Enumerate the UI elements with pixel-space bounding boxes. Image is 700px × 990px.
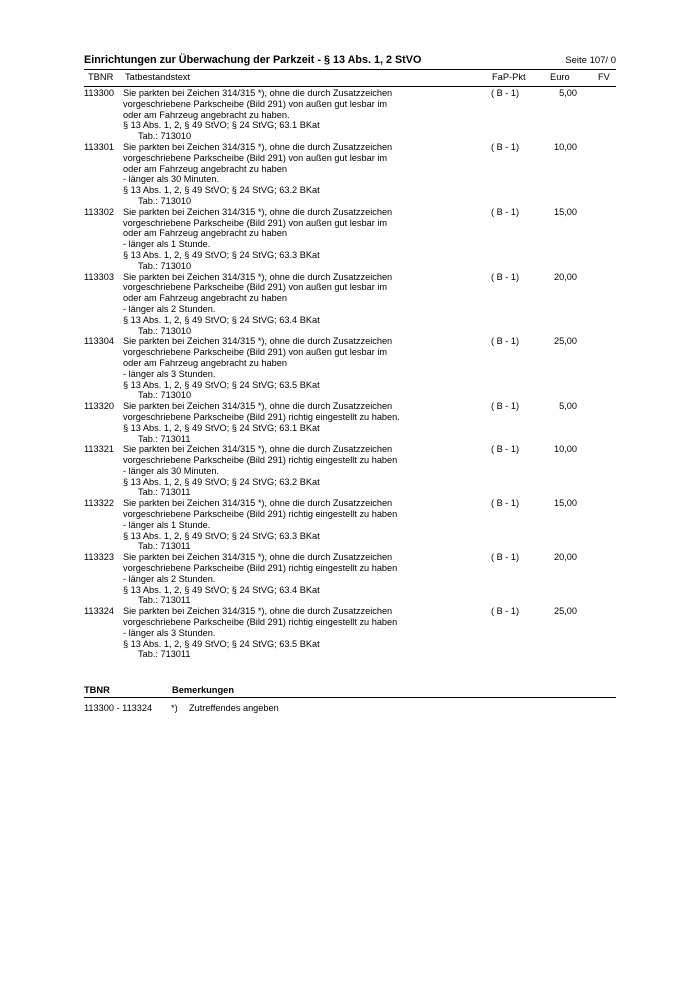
entry-text-line: Sie parkten bei Zeichen 314/315 *), ohne die durch Zusatzzeichen (123, 271, 393, 282)
entry-text-line: § 13 Abs. 1, 2, § 49 StVO; § 24 StVG; 63.1 BKat (123, 422, 320, 433)
entry-tab-number: Tab.: 713010 (138, 195, 192, 206)
entry-text-line: § 13 Abs. 1, 2, § 49 StVO; § 24 StVG; 63.5 BKat (123, 638, 320, 649)
entry-text-line: § 13 Abs. 1, 2, § 49 StVO; § 24 StVG; 63.2 BKat (123, 476, 320, 487)
entry-text-line: vorgeschriebene Parkscheibe (Bild 291) richtig eingestellt zu haben (123, 455, 398, 466)
offense-entry (84, 272, 616, 337)
entry-euro-amount: 5,00 (559, 88, 577, 98)
page-number: Seite 107/ 0 (565, 55, 616, 66)
entry-text-line: - länger als 1 Stunde. (123, 519, 211, 530)
entry-fap-points: ( B - 1) (491, 444, 520, 455)
entry-tbnr: 113324 (84, 606, 114, 617)
entry-euro-amount: 15,00 (554, 498, 577, 509)
entry-tbnr: 113304 (84, 336, 114, 347)
entry-fap-points: ( B - 1) (491, 206, 520, 217)
entry-tab-number: Tab.: 713010 (138, 260, 192, 271)
entry-text-line: vorgeschriebene Parkscheibe (Bild 291) richtig eingestellt zu haben (123, 617, 398, 628)
entry-text (123, 336, 423, 401)
remark-mark: *) (171, 703, 178, 713)
entry-text-line: Sie parkten bei Zeichen 314/315 *), ohne die durch Zusatzzeichen (123, 401, 393, 412)
entry-text-line: § 13 Abs. 1, 2, § 49 StVO; § 24 StVG; 63.4 BKat (123, 584, 320, 595)
entry-text-line: vorgeschriebene Parkscheibe (Bild 291) richtig eingestellt zu haben. (123, 411, 400, 422)
entry-text-line: oder am Fahrzeug angebracht zu haben (123, 357, 287, 368)
entry-text-line: vorgeschriebene Parkscheibe (Bild 291) von außen gut lesbar im (123, 98, 388, 109)
offense-entry (84, 606, 616, 660)
entry-euro-amount: 10,00 (554, 444, 577, 455)
entry-fap-points: ( B - 1) (491, 498, 520, 509)
entry-tbnr: 113302 (84, 206, 114, 217)
column-header-fap-pkt: FaP-Pkt (492, 72, 526, 82)
entry-text-line: Sie parkten bei Zeichen 314/315 *), ohne die durch Zusatzzeichen (123, 552, 393, 563)
column-header-euro: Euro (550, 72, 570, 82)
column-header-tbnr: TBNR (88, 72, 114, 82)
entry-text-line: Sie parkten bei Zeichen 314/315 *), ohne die durch Zusatzzeichen (123, 606, 393, 617)
entry-text (123, 498, 423, 552)
offense-entry (84, 336, 616, 401)
entry-text-line: - länger als 3 Stunden. (123, 627, 216, 638)
entry-text-line: Sie parkten bei Zeichen 314/315 *), ohne die durch Zusatzzeichen (123, 206, 393, 217)
offense-entry (84, 88, 616, 142)
remark-note: Zutreffendes angeben (189, 703, 279, 713)
entry-text (123, 444, 423, 498)
entry-euro-amount: 20,00 (554, 271, 577, 282)
entry-euro-amount: 15,00 (554, 206, 577, 217)
offense-entry (84, 552, 616, 606)
entry-text (123, 207, 423, 272)
entry-text-line: Sie parkten bei Zeichen 314/315 *), ohne die durch Zusatzzeichen (123, 141, 393, 152)
remarks-header (84, 685, 616, 698)
entry-tab-number: Tab.: 713011 (138, 487, 191, 498)
entry-text-line: Sie parkten bei Zeichen 314/315 *), ohne die durch Zusatzzeichen (123, 336, 393, 347)
entry-euro-amount: 20,00 (554, 552, 577, 563)
entry-euro-amount: 10,00 (554, 141, 577, 152)
entry-text (123, 552, 423, 606)
entry-tbnr: 113320 (84, 401, 114, 412)
entry-text-line: vorgeschriebene Parkscheibe (Bild 291) von außen gut lesbar im (123, 152, 388, 163)
entry-fap-points: ( B - 1) (491, 271, 520, 282)
entry-euro-amount: 5,00 (559, 401, 577, 412)
entry-fap-points: ( B - 1) (491, 141, 520, 152)
offense-entry (84, 142, 616, 207)
entry-text-line: § 13 Abs. 1, 2, § 49 StVO; § 24 StVG; 63.4 BKat (123, 314, 320, 325)
offense-entry (84, 401, 616, 444)
remarks-header-tbnr: TBNR (84, 685, 110, 695)
entry-text (123, 142, 423, 207)
entry-text-line: § 13 Abs. 1, 2, § 49 StVO; § 24 StVG; 63.1 BKat (123, 120, 320, 131)
entry-text-line: Sie parkten bei Zeichen 314/315 *), ohne die durch Zusatzzeichen (123, 444, 393, 455)
offense-entry (84, 498, 616, 552)
entry-text-line: § 13 Abs. 1, 2, § 49 StVO; § 24 StVG; 63.3 BKat (123, 530, 320, 541)
offense-entry (84, 207, 616, 272)
entry-tbnr: 113323 (84, 552, 114, 563)
entry-text-line: Sie parkten bei Zeichen 314/315 *), ohne die durch Zusatzzeichen (123, 498, 393, 509)
entry-tbnr: 113321 (84, 444, 114, 455)
entry-text-line: - länger als 30 Minuten. (123, 174, 220, 185)
entry-tbnr: 113301 (84, 141, 114, 152)
remark-row (84, 703, 616, 715)
entry-text-line: § 13 Abs. 1, 2, § 49 StVO; § 24 StVG; 63.3 BKat (123, 249, 320, 260)
entry-text-line: vorgeschriebene Parkscheibe (Bild 291) richtig eingestellt zu haben (123, 563, 398, 574)
page-header (84, 54, 616, 70)
entry-tab-number: Tab.: 713011 (138, 595, 191, 606)
entry-text-line: vorgeschriebene Parkscheibe (Bild 291) richtig eingestellt zu haben (123, 509, 398, 520)
entry-text (123, 88, 423, 142)
entry-tab-number: Tab.: 713011 (138, 649, 191, 660)
entry-text-line: oder am Fahrzeug angebracht zu haben. (123, 109, 290, 120)
entry-fap-points: ( B - 1) (491, 336, 520, 347)
entry-text (123, 606, 423, 660)
entry-fap-points: ( B - 1) (491, 606, 520, 617)
entry-text-line: oder am Fahrzeug angebracht zu haben (123, 293, 287, 304)
entry-tab-number: Tab.: 713011 (138, 541, 191, 552)
entry-text (123, 272, 423, 337)
entry-text-line: vorgeschriebene Parkscheibe (Bild 291) von außen gut lesbar im (123, 282, 388, 293)
entry-text-line: - länger als 2 Stunden. (123, 573, 216, 584)
entry-text-line: - länger als 1 Stunde. (123, 239, 211, 250)
entry-text-line: § 13 Abs. 1, 2, § 49 StVO; § 24 StVG; 63.2 BKat (123, 185, 320, 196)
entry-tab-number: Tab.: 713010 (138, 131, 192, 142)
remarks-header-label: Bemerkungen (172, 685, 234, 695)
entry-tbnr: 113300 (84, 88, 114, 98)
entry-text-line: oder am Fahrzeug angebracht zu haben (123, 228, 287, 239)
entry-text-line: vorgeschriebene Parkscheibe (Bild 291) von außen gut lesbar im (123, 217, 388, 228)
column-header-tatbestandstext: Tatbestandstext (125, 72, 191, 82)
offense-list (84, 88, 616, 660)
column-header-fv: FV (598, 72, 610, 82)
entry-text (123, 401, 423, 444)
entry-euro-amount: 25,00 (554, 606, 577, 617)
entry-text-line: Sie parkten bei Zeichen 314/315 *), ohne die durch Zusatzzeichen (123, 88, 393, 98)
entry-tab-number: Tab.: 713010 (138, 390, 192, 401)
entry-text-line: - länger als 2 Stunden. (123, 303, 216, 314)
entry-text-line: vorgeschriebene Parkscheibe (Bild 291) von außen gut lesbar im (123, 347, 388, 358)
entry-tbnr: 113303 (84, 271, 114, 282)
offense-entry (84, 444, 616, 498)
page-title: Einrichtungen zur Überwachung der Parkzeit - § 13 Abs. 1, 2 StVO (84, 54, 422, 66)
entry-text-line: - länger als 30 Minuten. (123, 465, 220, 476)
entry-fap-points: ( B - 1) (491, 552, 520, 563)
entry-tab-number: Tab.: 713011 (138, 433, 191, 444)
entry-euro-amount: 25,00 (554, 336, 577, 347)
entry-text-line: § 13 Abs. 1, 2, § 49 StVO; § 24 StVG; 63.5 BKat (123, 379, 320, 390)
entry-text-line: - länger als 3 Stunden. (123, 368, 216, 379)
entry-fap-points: ( B - 1) (491, 88, 520, 98)
remark-range: 113300 - 113324 (84, 703, 153, 713)
column-header-row (84, 69, 616, 87)
entry-fap-points: ( B - 1) (491, 401, 520, 412)
entry-tbnr: 113322 (84, 498, 114, 509)
entry-tab-number: Tab.: 713010 (138, 325, 192, 336)
entry-text-line: oder am Fahrzeug angebracht zu haben (123, 163, 287, 174)
